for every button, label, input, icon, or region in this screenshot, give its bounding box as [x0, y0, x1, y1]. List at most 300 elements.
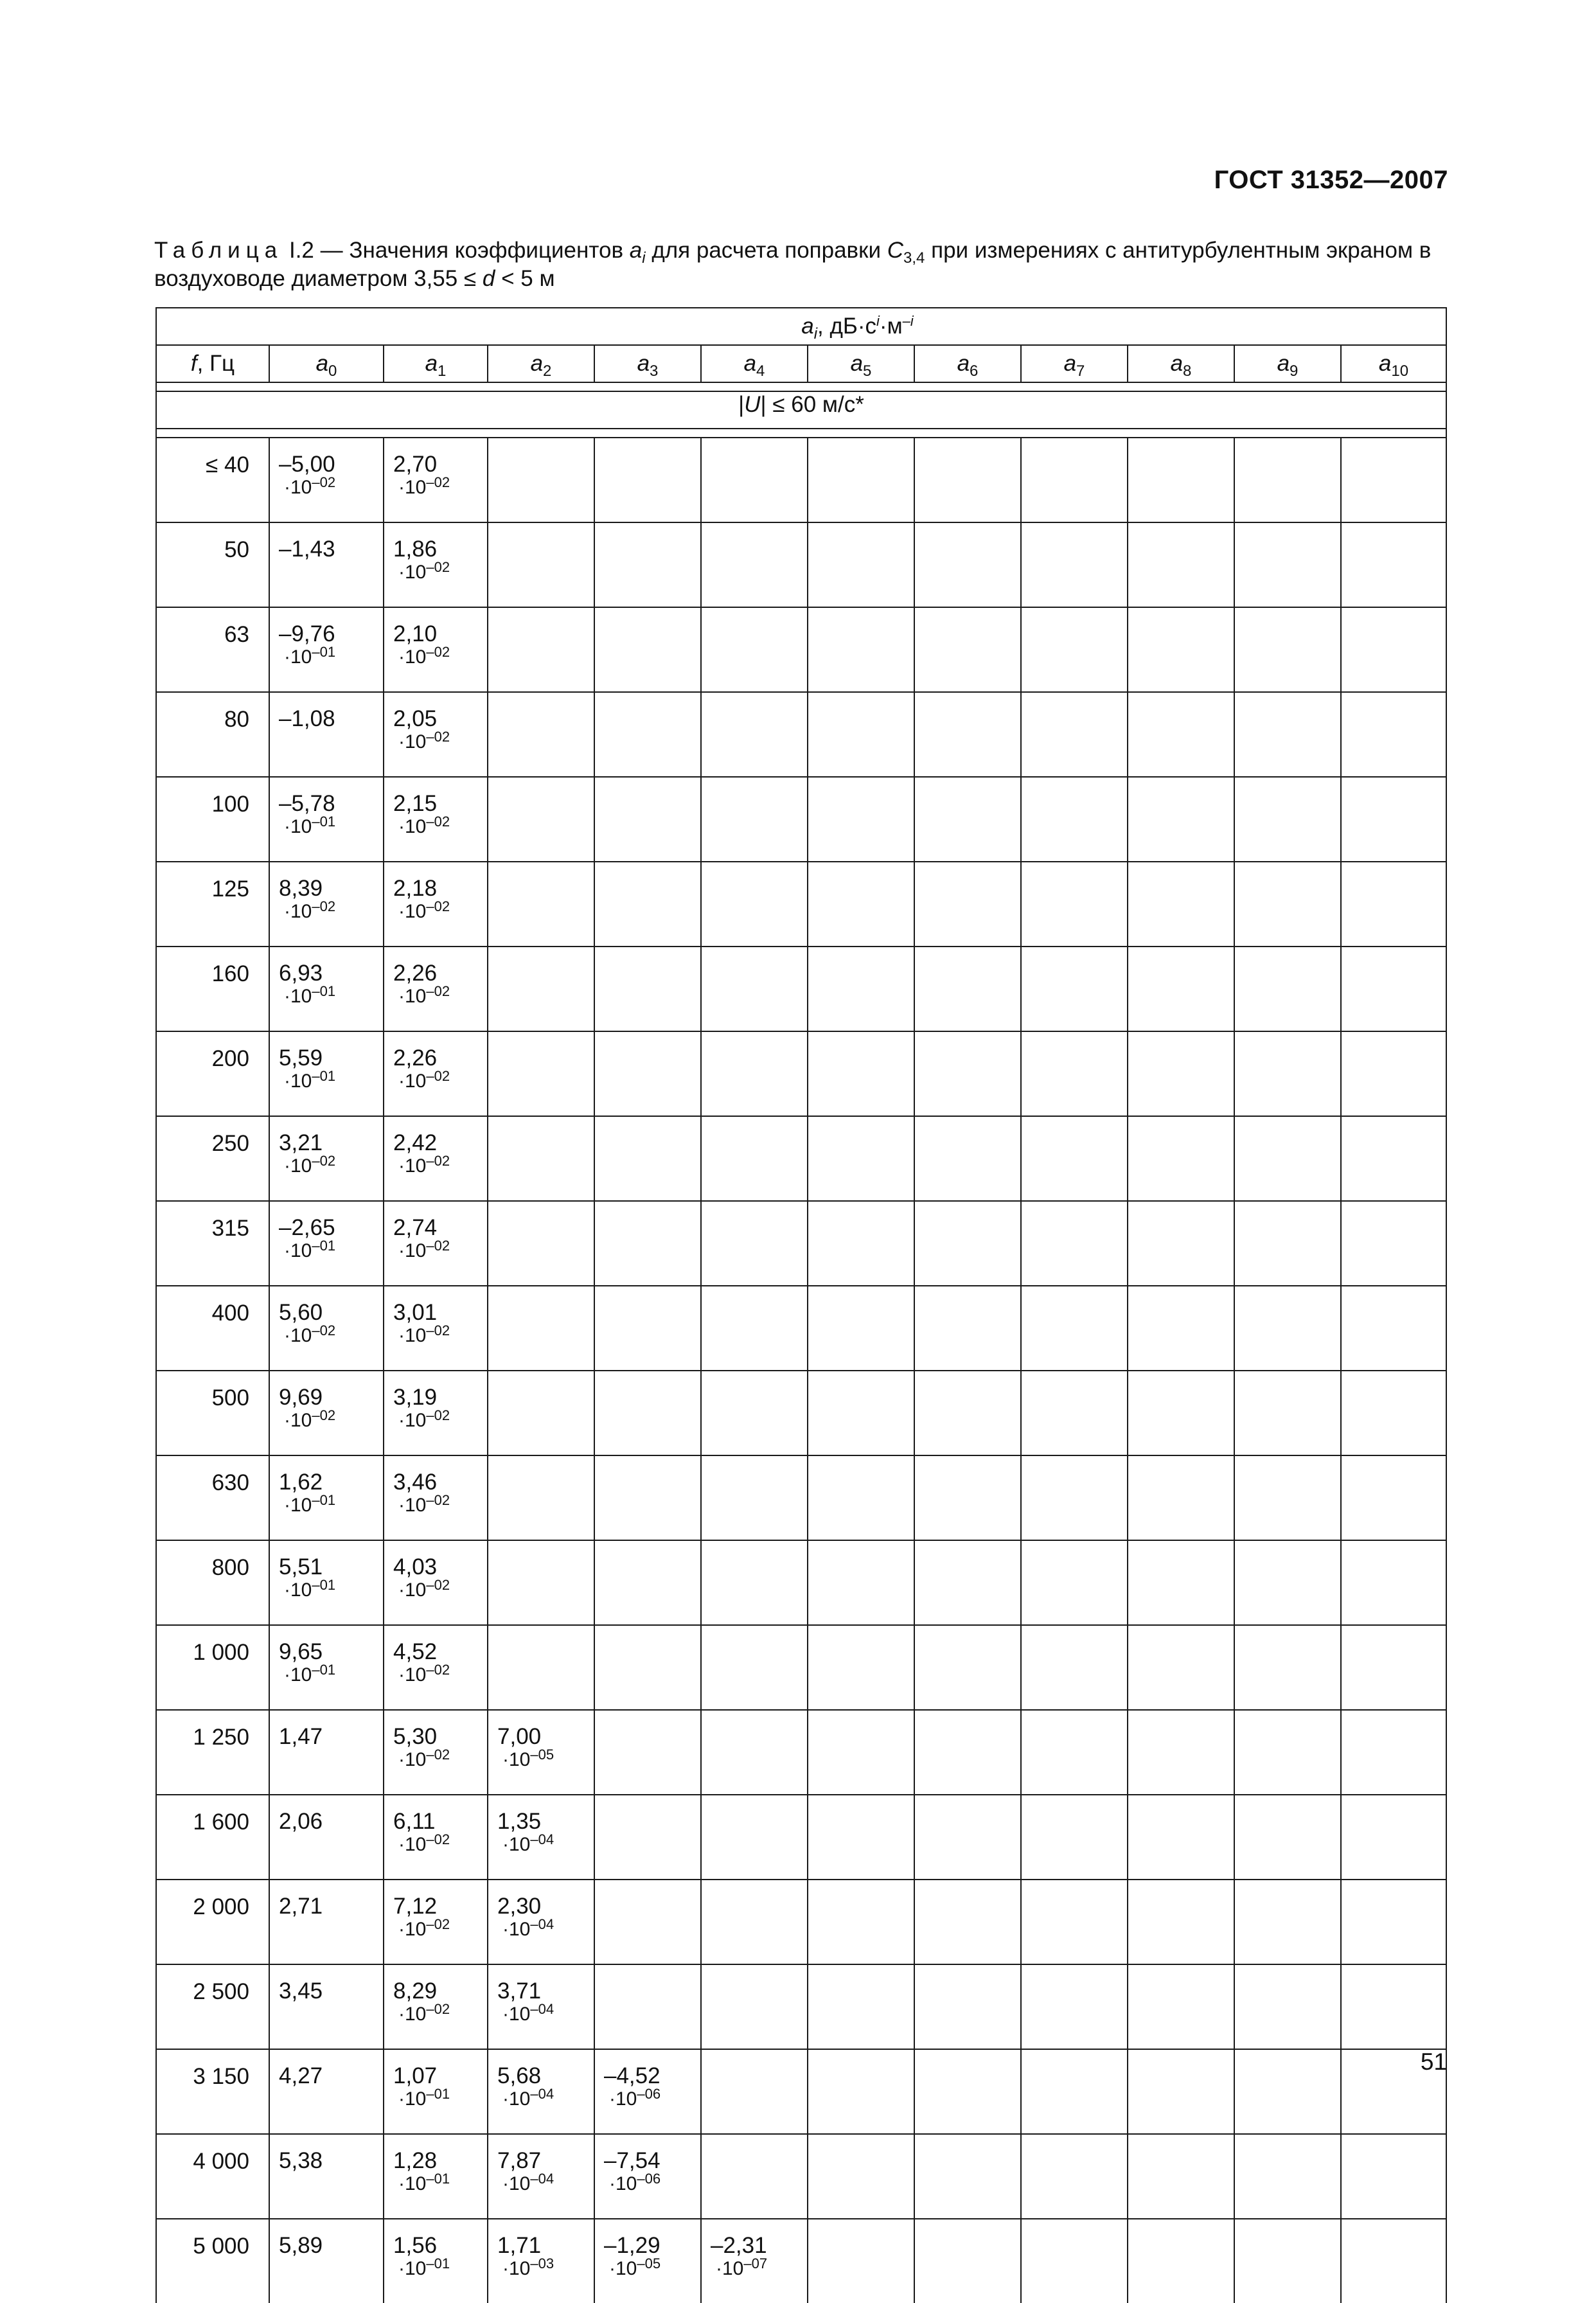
coefficient-mantissa: 5,30 [393, 1724, 438, 1749]
coefficient-cell [1128, 1371, 1234, 1455]
coefficient-cell [701, 1031, 808, 1116]
coefficient-mantissa: 2,74 [393, 1215, 438, 1240]
coefficient-cell [701, 777, 808, 862]
coefficient-cell [1341, 1116, 1446, 1201]
coefficient-mantissa: 2,26 [393, 1045, 438, 1071]
table-row [156, 1625, 1446, 1710]
coefficient-mantissa: –2,65 [279, 1215, 335, 1240]
coefficient-mantissa: 2,05 [393, 706, 438, 731]
coef-column-header: $a_5$ [808, 345, 914, 382]
coefficient-cell [1234, 1286, 1341, 1371]
coefficient-mantissa: 2,10 [393, 621, 438, 646]
coefficient-cell [808, 1795, 914, 1880]
coefficient-cell [384, 1540, 488, 1625]
coefficient-mantissa: –5,00 [279, 452, 335, 477]
coefficient-mantissa: 1,56 [393, 2233, 438, 2258]
coefficient-cell [914, 862, 1021, 947]
coefficient-cell [384, 522, 488, 607]
coefficient-mantissa: 3,21 [279, 1130, 323, 1155]
coefficient-cell [1234, 1455, 1341, 1540]
coefficient-cell [701, 522, 808, 607]
coefficient-mantissa: 9,69 [279, 1385, 323, 1410]
coefficient-cell [1234, 607, 1341, 692]
frequency-cell: 2 500 [156, 1964, 269, 2049]
coefficient-cell [1128, 2049, 1234, 2134]
coefficient-cell [914, 2219, 1021, 2303]
table-row [156, 607, 1446, 692]
coefficient-mantissa: 7,00 [497, 1724, 542, 1749]
frequency-cell: 630 [156, 1455, 269, 1540]
table-row [156, 777, 1446, 862]
coefficient-exponent: $\cdot 10^{-05}$ [502, 1747, 554, 1770]
coefficient-cell [808, 1201, 914, 1286]
coefficient-cell [269, 1455, 384, 1540]
coefficient-mantissa: –5,78 [279, 791, 335, 816]
coefficient-exponent: $\cdot 10^{-02}$ [398, 474, 450, 498]
coefficient-cell [808, 2134, 914, 2219]
coefficient-cell [269, 1116, 384, 1201]
coefficient-cell [1021, 947, 1128, 1031]
coefficient-mantissa: 1,71 [497, 2233, 542, 2258]
frequency-cell: 3 150 [156, 2049, 269, 2134]
coefficient-mantissa: –2,31 [711, 2233, 767, 2258]
coefficient-cell [488, 522, 594, 607]
coefficient-cell [594, 2134, 701, 2219]
coefficient-exponent: $\cdot 10^{-02}$ [284, 1153, 336, 1177]
column-header-row [156, 345, 1446, 382]
coefficient-cell [1234, 1625, 1341, 1710]
coefficient-cell [488, 692, 594, 777]
coefficient-cell [808, 1880, 914, 1964]
coefficient-cell [269, 1964, 384, 2049]
coefficient-cell [701, 1371, 808, 1455]
coefficient-cell [1021, 777, 1128, 862]
coefficient-cell [269, 1795, 384, 1880]
coefficient-cell [808, 1710, 914, 1795]
coefficient-exponent: $\cdot 10^{-02}$ [398, 1662, 450, 1685]
coefficient-exponent: $\cdot 10^{-01}$ [284, 1577, 336, 1601]
coefficient-exponent: $\cdot 10^{-02}$ [398, 729, 450, 752]
coefficient-cell [384, 607, 488, 692]
coefficient-exponent: $\cdot 10^{-01}$ [398, 2171, 450, 2194]
coefficient-cell [488, 1455, 594, 1540]
coefficient-cell [1341, 1540, 1446, 1625]
coefficient-exponent: $\cdot 10^{-06}$ [609, 2171, 661, 2194]
coefficient-cell [1234, 2219, 1341, 2303]
coefficient-exponent: $\cdot 10^{-03}$ [502, 2255, 554, 2279]
coefficient-cell [488, 1880, 594, 1964]
coefficient-cell [384, 862, 488, 947]
table-row [156, 1371, 1446, 1455]
coefficient-cell [594, 1710, 701, 1795]
coefficient-cell [1341, 1625, 1446, 1710]
coefficient-cell [914, 1710, 1021, 1795]
coefficient-cell [1234, 1031, 1341, 1116]
coefficient-cell [384, 1201, 488, 1286]
coefficient-cell [808, 1371, 914, 1455]
coefficient-cell [1021, 2134, 1128, 2219]
table-row [156, 1540, 1446, 1625]
coefficient-cell [808, 692, 914, 777]
coefficient-cell [914, 438, 1021, 522]
coefficient-cell [384, 1795, 488, 1880]
table-row [156, 862, 1446, 947]
coefficient-cell [269, 2219, 384, 2303]
coefficient-mantissa: 5,89 [279, 2233, 323, 2258]
coefficient-cell [701, 1880, 808, 1964]
coefficient-mantissa: 4,52 [393, 1639, 438, 1664]
coefficient-cell [701, 438, 808, 522]
coefficient-mantissa: 2,06 [279, 1809, 323, 1834]
coefficient-cell [701, 1455, 808, 1540]
coefficient-mantissa: 2,42 [393, 1130, 438, 1155]
coefficient-exponent: $\cdot 10^{-01}$ [284, 1492, 336, 1516]
coefficient-cell [1128, 1880, 1234, 1964]
frequency-cell: 400 [156, 1286, 269, 1371]
coefficient-exponent: $\cdot 10^{-04}$ [502, 2001, 554, 2025]
coefficient-mantissa: –4,52 [604, 2063, 661, 2088]
coefficient-cell [701, 1625, 808, 1710]
coefficient-mantissa: 9,65 [279, 1639, 323, 1664]
coefficient-cell [1341, 1371, 1446, 1455]
coefficient-cell [1234, 1710, 1341, 1795]
page-number: 51 [1420, 2049, 1447, 2075]
caption-text-3: при измерениях с антитурбулентным экраном в воздуховоде диаметром 3,55 ≤ [154, 238, 1432, 291]
coefficient-cell [808, 1031, 914, 1116]
coefficient-cell [1128, 1201, 1234, 1286]
coefficient-cell [1021, 1455, 1128, 1540]
coefficient-cell [701, 947, 808, 1031]
coefficient-cell [269, 1880, 384, 1964]
coefficient-cell [1128, 2219, 1234, 2303]
coefficient-cell [808, 607, 914, 692]
coefficient-cell [808, 1286, 914, 1371]
coefficient-cell [488, 2219, 594, 2303]
coefficient-cell [488, 2134, 594, 2219]
coefficient-cell [914, 1371, 1021, 1455]
velocity-condition-row [156, 391, 1446, 429]
coefficient-cell [914, 522, 1021, 607]
coefficient-cell [1341, 1880, 1446, 1964]
corner-cell [156, 308, 269, 345]
coefficient-cell [914, 1880, 1021, 1964]
coefficient-cell [701, 1116, 808, 1201]
coefficient-cell [1021, 1710, 1128, 1795]
coefficient-cell [914, 947, 1021, 1031]
table-row [156, 1710, 1446, 1795]
coefficient-cell [914, 1964, 1021, 2049]
coefficient-exponent: $\cdot 10^{-02}$ [398, 1322, 450, 1346]
coefficient-mantissa: 7,12 [393, 1894, 438, 1919]
frequency-cell: 1 250 [156, 1710, 269, 1795]
coefficient-cell [1128, 947, 1234, 1031]
coefficient-cell [594, 1116, 701, 1201]
coefficient-cell [1128, 522, 1234, 607]
coefficient-cell [914, 2134, 1021, 2219]
coefficient-exponent: $\cdot 10^{-02}$ [284, 474, 336, 498]
coefficient-cell [594, 522, 701, 607]
coefficient-mantissa: 7,87 [497, 2148, 542, 2173]
coefficient-cell [1234, 438, 1341, 522]
coefficient-cell [1128, 862, 1234, 947]
frequency-cell: 200 [156, 1031, 269, 1116]
coefficient-cell [384, 1286, 488, 1371]
coefficient-cell [1341, 692, 1446, 777]
coefficient-cell [1234, 1371, 1341, 1455]
coefficient-exponent: $\cdot 10^{-01}$ [284, 814, 336, 837]
coefficient-cell [594, 1031, 701, 1116]
table-body [156, 438, 1446, 2303]
coefficient-cell [1021, 607, 1128, 692]
caption-coef-index: i [642, 249, 646, 267]
frequency-cell: 250 [156, 1116, 269, 1201]
coef-column-header: $a_8$ [1128, 345, 1234, 382]
coefficient-mantissa: 6,11 [393, 1809, 436, 1834]
table-row [156, 1795, 1446, 1880]
frequency-cell: 4 000 [156, 2134, 269, 2219]
coefficient-cell [1128, 1795, 1234, 1880]
coefficient-cell [701, 1540, 808, 1625]
frequency-cell: 1 600 [156, 1795, 269, 1880]
coefficient-cell [701, 2219, 808, 2303]
coefficient-cell [1234, 522, 1341, 607]
coefficient-cell [594, 1201, 701, 1286]
caption-label: Таблица [154, 238, 283, 263]
coefficient-cell [384, 2049, 488, 2134]
coefficient-cell [808, 438, 914, 522]
coefficient-cell [1021, 522, 1128, 607]
coefficient-cell [914, 777, 1021, 862]
coefficient-cell [384, 777, 488, 862]
coefficient-cell [1128, 1625, 1234, 1710]
coefficient-cell [1021, 1795, 1128, 1880]
coefficient-cell [488, 2049, 594, 2134]
coefficient-mantissa: 1,28 [393, 2148, 438, 2173]
coefficient-exponent: $\cdot 10^{-02}$ [398, 1831, 450, 1855]
coefficient-cell [914, 1455, 1021, 1540]
coefficient-cell [269, 1710, 384, 1795]
coefficient-cell [701, 1710, 808, 1795]
caption-text-2: для расчета поправки [652, 238, 882, 263]
coefficient-cell [1234, 2134, 1341, 2219]
coefficient-mantissa: 3,01 [393, 1300, 438, 1325]
coefficient-cell [701, 1201, 808, 1286]
coefficient-mantissa: 3,45 [279, 1978, 323, 2004]
coefficient-mantissa: 1,07 [393, 2063, 438, 2088]
coefficient-cell [808, 862, 914, 947]
coefficient-cell [1021, 2049, 1128, 2134]
coefficient-cell [384, 1031, 488, 1116]
coefficient-cell [594, 2219, 701, 2303]
coefficient-exponent: $\cdot 10^{-02}$ [284, 1407, 336, 1431]
frequency-cell: ≤ 40 [156, 438, 269, 522]
caption-coef-symbol: a [629, 238, 643, 263]
coefficient-cell [1021, 2219, 1128, 2303]
coefficient-cell [1341, 607, 1446, 692]
coefficient-cell [384, 438, 488, 522]
coefficient-cell [594, 607, 701, 692]
coefficient-cell [384, 692, 488, 777]
coefficient-cell [269, 947, 384, 1031]
coefficient-cell [914, 1201, 1021, 1286]
coefficient-cell [594, 438, 701, 522]
coefficient-cell [488, 438, 594, 522]
caption-corr-index: 3,4 [903, 249, 925, 267]
coefficient-exponent: $\cdot 10^{-02}$ [284, 1322, 336, 1346]
coefficient-cell [594, 1540, 701, 1625]
coefficient-cell [1341, 522, 1446, 607]
coefficient-cell [384, 2219, 488, 2303]
frequency-cell: 315 [156, 1201, 269, 1286]
coefficient-cell [701, 607, 808, 692]
frequency-cell: 160 [156, 947, 269, 1031]
coefficient-cell [384, 1625, 488, 1710]
coefficient-mantissa: 3,19 [393, 1385, 438, 1410]
coefficient-exponent: $\cdot 10^{-07}$ [716, 2255, 768, 2279]
coefficient-exponent: $\cdot 10^{-02}$ [398, 559, 450, 583]
coefficient-exponent: $\cdot 10^{-04}$ [502, 1916, 554, 1940]
coefficient-exponent: $\cdot 10^{-01}$ [398, 2086, 450, 2110]
coefficient-cell [914, 1116, 1021, 1201]
table-row [156, 1455, 1446, 1540]
coefficient-exponent: $\cdot 10^{-06}$ [609, 2086, 661, 2110]
coefficient-cell [1128, 1116, 1234, 1201]
coefficient-cell [269, 1625, 384, 1710]
coefficient-mantissa: 5,51 [279, 1554, 323, 1579]
coefficient-cell [808, 1625, 914, 1710]
coefficient-cell [1234, 1880, 1341, 1964]
coefficient-cell [594, 947, 701, 1031]
coefficient-mantissa: 4,27 [279, 2063, 323, 2088]
coefficient-cell [1341, 2134, 1446, 2219]
units-header: $a_i$, $дБ\cdot с^i\cdot м^{-i}$ [269, 308, 1446, 345]
coefficient-cell [1021, 1286, 1128, 1371]
coefficient-cell [488, 1201, 594, 1286]
coefficient-exponent: $\cdot 10^{-02}$ [398, 898, 450, 922]
coefficient-cell [269, 1371, 384, 1455]
coefficient-cell [269, 1201, 384, 1286]
coefficient-cell [914, 1031, 1021, 1116]
coefficient-exponent: $\cdot 10^{-04}$ [502, 2086, 554, 2110]
frequency-cell: 63 [156, 607, 269, 692]
coefficient-cell [269, 1031, 384, 1116]
coefficient-cell [808, 947, 914, 1031]
frequency-cell: 5 000 [156, 2219, 269, 2303]
coefficient-cell [1341, 1286, 1446, 1371]
coefficient-mantissa: 2,18 [393, 876, 438, 901]
coefficient-cell [1021, 1540, 1128, 1625]
coefficient-cell [1341, 777, 1446, 862]
header-gap [156, 382, 1446, 391]
coefficient-cell [594, 777, 701, 862]
coefficient-cell [594, 1455, 701, 1540]
coefficient-cell [1234, 1116, 1341, 1201]
coefficient-cell [1234, 862, 1341, 947]
coefficient-cell [1128, 1455, 1234, 1540]
coefficient-exponent: $\cdot 10^{-01}$ [284, 644, 336, 668]
coefficient-cell [384, 1116, 488, 1201]
coefficient-mantissa: 5,59 [279, 1045, 323, 1071]
coefficient-cell [1234, 777, 1341, 862]
table-row [156, 438, 1446, 522]
coefficient-cell [1234, 947, 1341, 1031]
coefficient-cell [808, 777, 914, 862]
coefficient-cell [488, 1625, 594, 1710]
coefficient-cell [1234, 2049, 1341, 2134]
caption-text-1: Значения коэффициентов [349, 238, 624, 263]
coefficient-mantissa: 8,39 [279, 876, 323, 901]
coefficient-cell [914, 1540, 1021, 1625]
coefficient-mantissa: 1,62 [279, 1470, 323, 1495]
coefficient-mantissa: 2,70 [393, 452, 438, 477]
coefficient-cell [1021, 438, 1128, 522]
coefficient-exponent: $\cdot 10^{-01}$ [398, 2255, 450, 2279]
frequency-cell: 100 [156, 777, 269, 862]
coefficient-cell [384, 1710, 488, 1795]
coefficient-cell [384, 1371, 488, 1455]
coefficient-cell [701, 1286, 808, 1371]
coefficient-exponent: $\cdot 10^{-02}$ [398, 1916, 450, 1940]
coefficient-cell [488, 947, 594, 1031]
coefficients-table [155, 307, 1447, 2303]
coef-column-header: $a_0$ [269, 345, 384, 382]
coefficient-cell [701, 2134, 808, 2219]
coefficient-exponent: $\cdot 10^{-01}$ [284, 1068, 336, 1092]
table-row [156, 1286, 1446, 1371]
coefficient-cell [1341, 438, 1446, 522]
coefficient-mantissa: 2,26 [393, 961, 438, 986]
caption-d-symbol: d [482, 266, 495, 291]
coefficient-cell [1341, 862, 1446, 947]
coefficient-exponent: $\cdot 10^{-02}$ [398, 1407, 450, 1431]
coefficient-cell [269, 2049, 384, 2134]
coefficient-cell [594, 2049, 701, 2134]
coefficient-cell [269, 1286, 384, 1371]
coefficient-cell [488, 1795, 594, 1880]
coefficient-cell [1234, 1795, 1341, 1880]
coefficient-cell [1021, 1880, 1128, 1964]
coefficient-cell [488, 607, 594, 692]
coefficient-cell [384, 1964, 488, 2049]
coefficient-mantissa: –1,29 [604, 2233, 661, 2258]
document-code: ГОСТ 31352—2007 [1214, 166, 1448, 194]
freq-column-header: f, Гц [156, 345, 269, 382]
table-row [156, 522, 1446, 607]
coefficient-mantissa: 5,38 [279, 2148, 323, 2173]
coefficient-exponent: $\cdot 10^{-02}$ [398, 1492, 450, 1516]
coefficient-cell [488, 862, 594, 947]
coefficient-cell [1234, 692, 1341, 777]
coefficient-cell [1128, 777, 1234, 862]
coefficient-cell [1234, 1964, 1341, 2049]
coefficient-cell [269, 692, 384, 777]
coefficient-cell [1128, 1286, 1234, 1371]
coefficient-cell [488, 777, 594, 862]
coefficient-cell [1128, 438, 1234, 522]
coefficient-cell [808, 2049, 914, 2134]
coefficient-cell [808, 2219, 914, 2303]
coefficient-cell [914, 2049, 1021, 2134]
frequency-cell: 50 [156, 522, 269, 607]
caption-text-4: < 5 м [501, 266, 555, 291]
coef-column-header: $a_{10}$ [1341, 345, 1446, 382]
table-row [156, 1880, 1446, 1964]
coefficient-mantissa: –7,54 [604, 2148, 661, 2173]
table-row [156, 2134, 1446, 2219]
coefficient-cell [808, 1540, 914, 1625]
coefficient-cell [701, 1795, 808, 1880]
coefficient-cell [808, 522, 914, 607]
